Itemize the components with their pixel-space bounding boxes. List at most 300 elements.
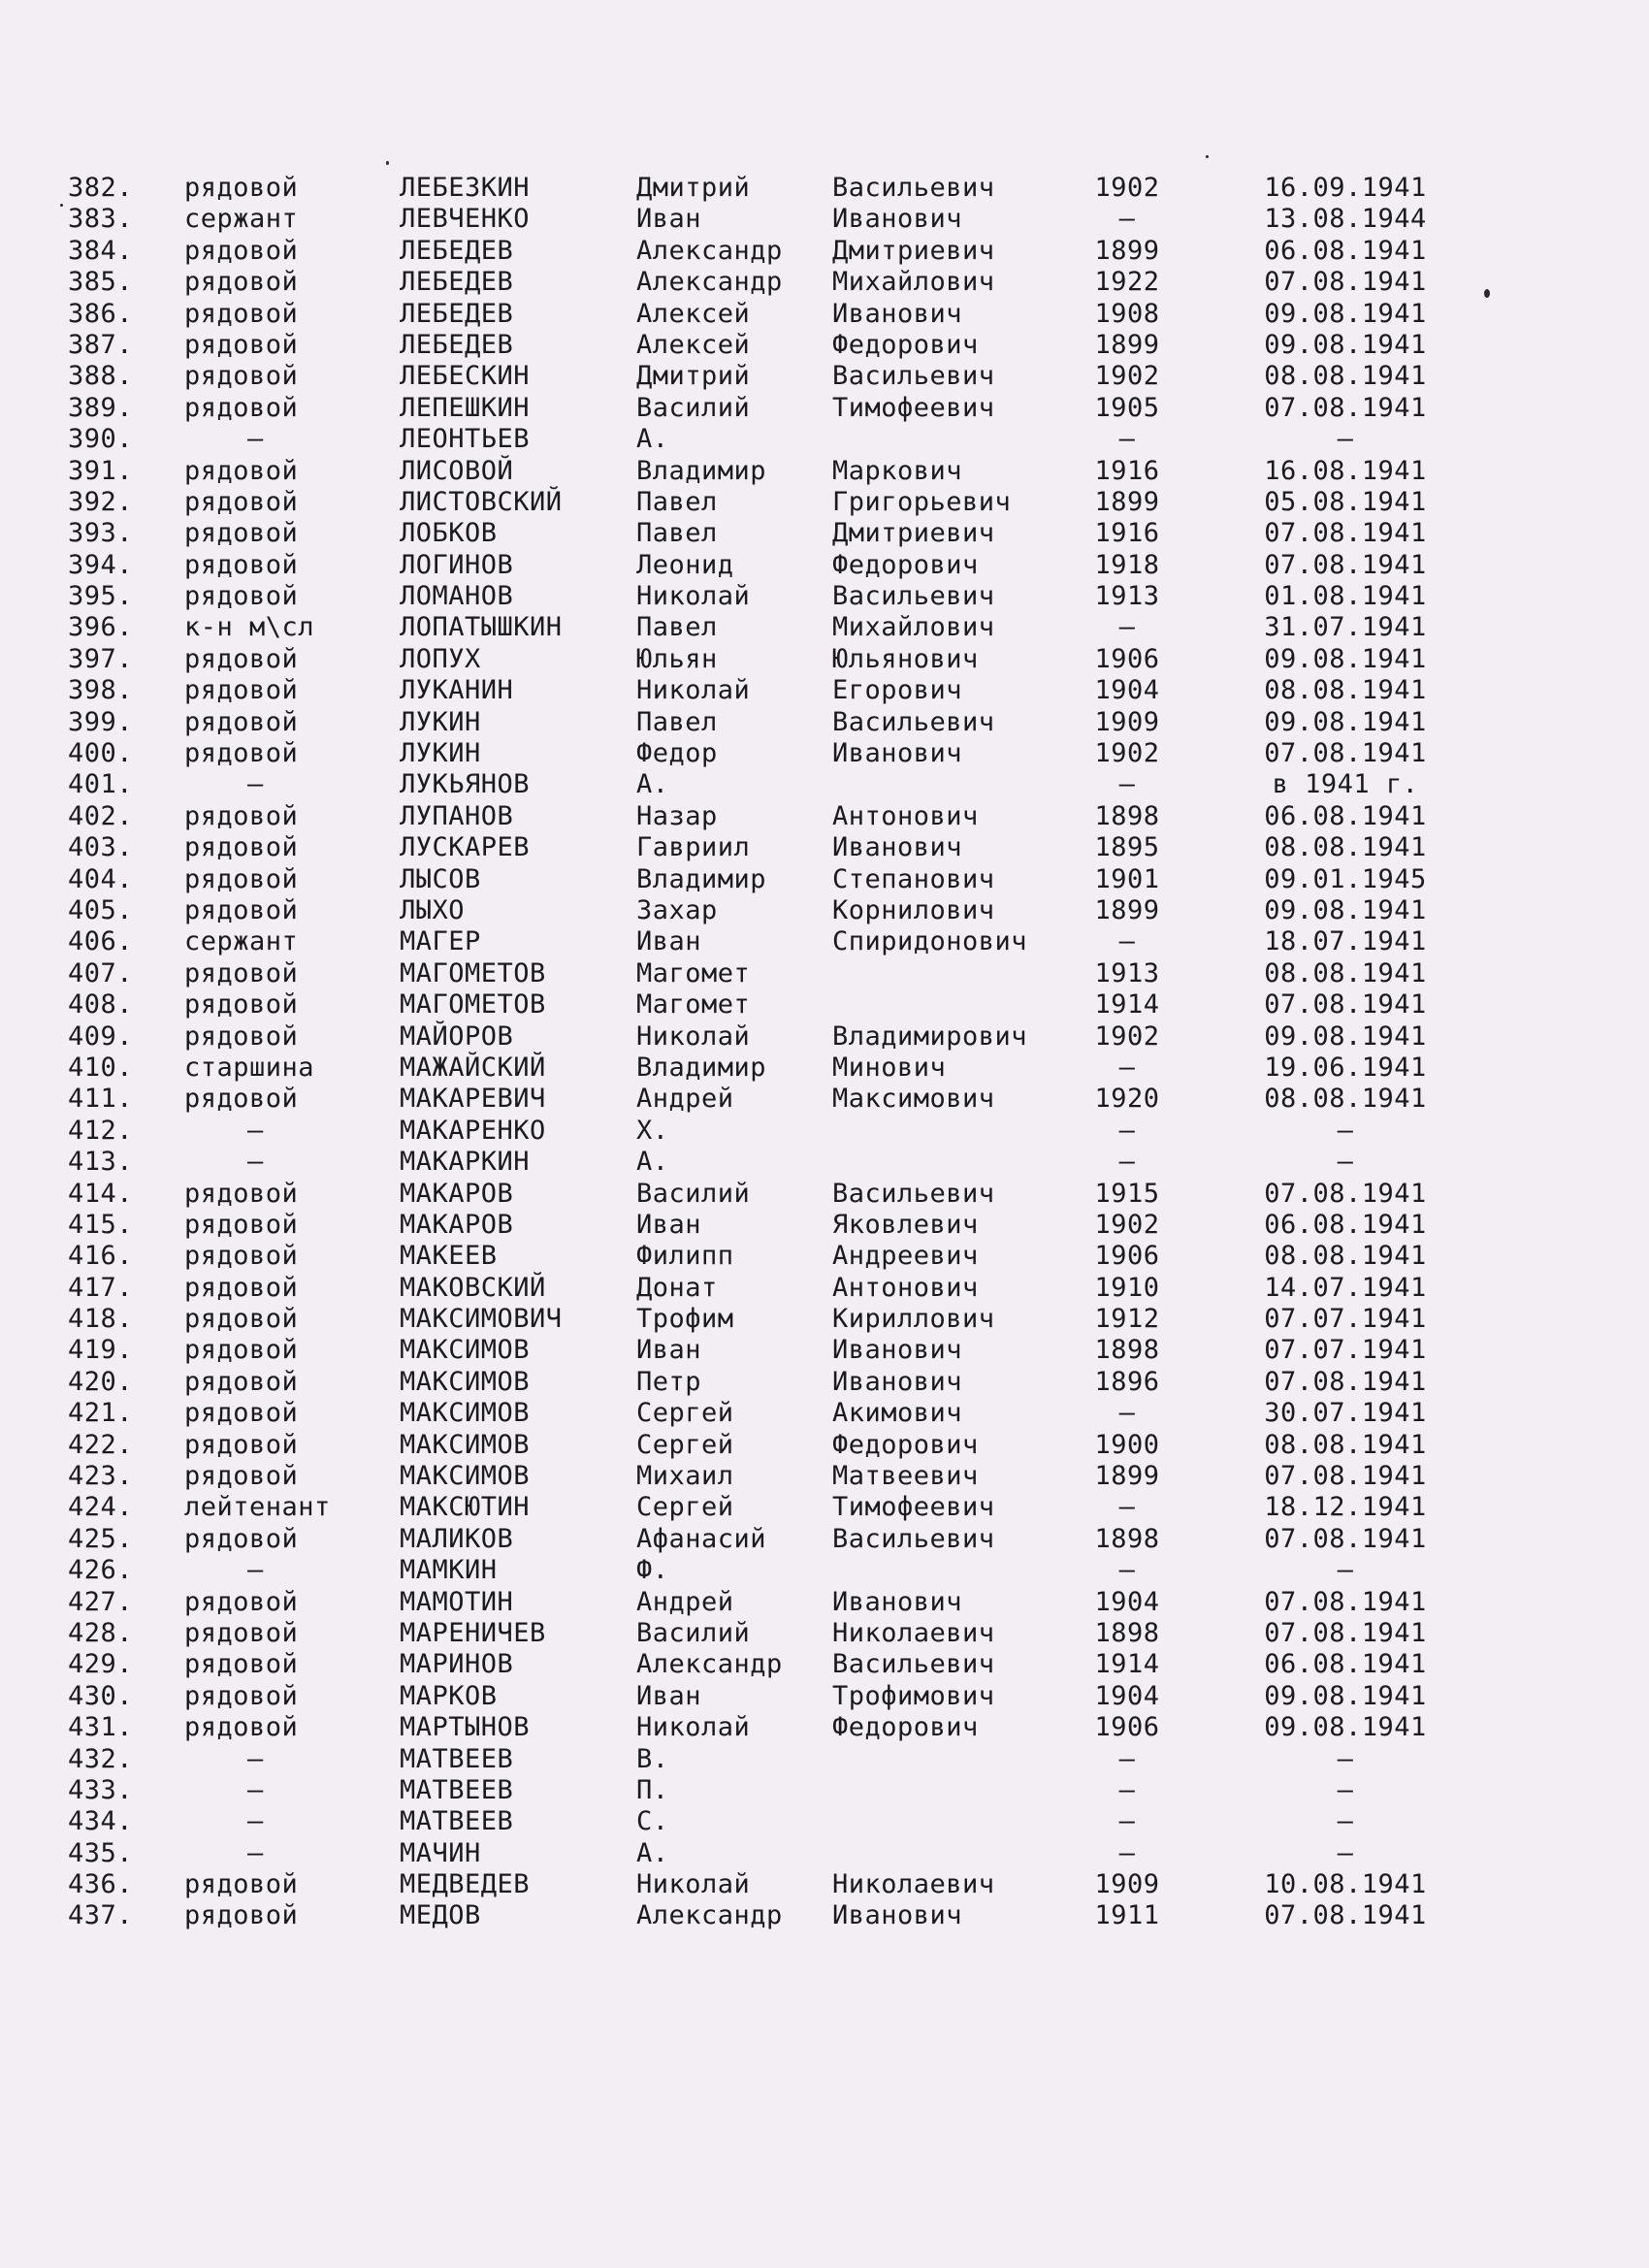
record-birth-year: 1913 [1094,581,1160,612]
record-row [0,173,1649,204]
record-patronymic: Максимович [832,1084,995,1115]
record-patronymic: Иванович [832,1366,963,1397]
record-death-date: 18.12.1941 [1264,1492,1427,1523]
record-rank: рядовой [184,1461,299,1492]
record-row [0,1367,1649,1398]
record-birth-year: 1904 [1094,1680,1160,1711]
record-death-date: – [1337,1837,1354,1868]
record-first-name: Гавриил [636,832,751,863]
record-row [0,989,1649,1021]
record-surname: ЛУКИН [400,706,481,737]
record-surname: МАКОВСКИЙ [400,1272,546,1303]
record-death-date: 07.08.1941 [1264,549,1427,580]
record-first-name: Леонид [636,549,734,580]
record-number: 388. [68,361,134,392]
record-rank: рядовой [184,1649,299,1680]
record-birth-year: 1899 [1094,1461,1160,1492]
record-rank: рядовой [184,518,299,549]
record-surname: МЕДОВ [400,1900,481,1931]
record-row [0,456,1649,487]
record-surname: ЛУКИН [400,738,481,769]
record-first-name: Николай [636,581,751,612]
record-surname: ЛОПУХ [400,643,481,674]
record-rank: рядовой [184,1209,299,1240]
record-rank: – [247,1837,264,1868]
record-row [0,1806,1649,1837]
record-first-name: Николай [636,1712,751,1743]
record-number: 433. [68,1774,134,1805]
record-rank: рядовой [184,1712,299,1743]
record-rank: рядовой [184,235,299,266]
record-row [0,581,1649,612]
record-death-date: 09.01.1945 [1264,863,1427,894]
record-birth-year: 1908 [1094,298,1160,329]
record-death-date: 07.08.1941 [1264,1461,1427,1492]
record-first-name: Павел [636,612,718,643]
record-rank: – [247,1115,264,1146]
record-row [0,1461,1649,1492]
record-number: 385. [68,267,134,298]
record-surname: МАЖАЙСКИЙ [400,1052,546,1083]
record-number: 403. [68,832,134,863]
record-first-name: Афанасий [636,1523,767,1554]
record-number: 411. [68,1084,134,1115]
record-death-date: 08.08.1941 [1264,675,1427,706]
record-birth-year: – [1118,204,1136,235]
record-rank: рядовой [184,1398,299,1429]
record-first-name: Николай [636,1021,751,1052]
record-first-name: Сергей [636,1398,734,1429]
record-rank: рядовой [184,957,299,988]
record-surname: ЛЫХО [400,894,466,925]
record-birth-year: 1911 [1094,1900,1160,1931]
record-rank: – [247,1774,264,1805]
record-birth-year: – [1118,926,1136,957]
record-patronymic: Спиридонович [832,926,1028,957]
record-death-date: 07.08.1941 [1264,1366,1427,1397]
record-surname: ЛУПАНОВ [400,800,514,831]
record-birth-year: 1914 [1094,1649,1160,1680]
record-birth-year: – [1118,1837,1136,1868]
record-patronymic: Дмитриевич [832,235,995,266]
record-death-date: 10.08.1941 [1264,1869,1427,1900]
record-birth-year: 1906 [1094,1712,1160,1743]
record-rank: рядовой [184,832,299,863]
record-birth-year: 1902 [1094,361,1160,392]
record-first-name: Трофим [636,1304,734,1335]
record-first-name: Михаил [636,1461,734,1492]
record-number: 415. [68,1209,134,1240]
record-row [0,1618,1649,1649]
record-birth-year: 1920 [1094,1084,1160,1115]
record-birth-year: 1905 [1094,392,1160,423]
record-row [0,1492,1649,1523]
record-row [0,644,1649,675]
record-patronymic: Васильевич [832,706,995,737]
record-surname: МАГОМЕТОВ [400,957,546,988]
record-surname: МАКСИМОВ [400,1429,531,1460]
record-surname: МАКСИМОВ [400,1461,531,1492]
record-row [0,958,1649,989]
record-patronymic: Федорович [832,329,979,360]
record-row [0,1335,1649,1366]
record-death-date: 07.08.1941 [1264,738,1427,769]
record-death-date: 16.09.1941 [1264,173,1427,203]
record-row [0,1744,1649,1775]
record-patronymic: Иванович [832,1900,963,1931]
record-birth-year: – [1118,1147,1136,1178]
record-first-name: Василий [636,392,751,423]
record-patronymic: Акимович [832,1398,963,1429]
record-row [0,550,1649,581]
record-number: 414. [68,1178,134,1209]
record-birth-year: 1902 [1094,173,1160,203]
record-number: 408. [68,989,134,1021]
record-surname: МАКСЮТИН [400,1492,531,1523]
record-surname: МАГОМЕТОВ [400,989,546,1021]
record-death-date: 16.08.1941 [1264,455,1427,486]
record-number: 409. [68,1021,134,1052]
record-row [0,1649,1649,1680]
record-death-date: 07.08.1941 [1264,518,1427,549]
record-patronymic: Егорович [832,675,963,706]
record-patronymic: Антонович [832,1272,979,1303]
record-row [0,1147,1649,1178]
record-rank: рядовой [184,361,299,392]
record-rank: рядовой [184,643,299,674]
record-first-name: Андрей [636,1084,734,1115]
record-birth-year: 1916 [1094,518,1160,549]
record-surname: МАКЕЕВ [400,1241,498,1272]
record-surname: ЛЕБЕДЕВ [400,329,514,360]
record-birth-year: 1900 [1094,1429,1160,1460]
record-rank: – [247,1806,264,1837]
record-death-date: в 1941 г. [1272,769,1419,800]
record-row [0,1900,1649,1931]
record-number: 417. [68,1272,134,1303]
record-first-name: Павел [636,706,718,737]
record-surname: ЛЕБЕСКИН [400,361,531,392]
record-patronymic: Корнилович [832,894,995,925]
record-patronymic: Васильевич [832,581,995,612]
record-birth-year: 1901 [1094,863,1160,894]
record-first-name: Василий [636,1178,751,1209]
record-patronymic: Васильевич [832,1523,995,1554]
record-rank: – [247,1743,264,1774]
record-patronymic: Федорович [832,549,979,580]
record-death-date: 08.08.1941 [1264,361,1427,392]
record-row [0,612,1649,643]
record-row [0,204,1649,235]
record-row [0,1084,1649,1115]
record-death-date: 07.08.1941 [1264,1523,1427,1554]
record-number: 429. [68,1649,134,1680]
record-rank: – [247,424,264,455]
record-surname: МАКСИМОВ [400,1366,531,1397]
record-birth-year: 1914 [1094,989,1160,1021]
record-rank: рядовой [184,298,299,329]
record-row [0,299,1649,330]
record-birth-year: 1909 [1094,1869,1160,1900]
record-birth-year: 1899 [1094,486,1160,517]
record-row [0,926,1649,957]
record-birth-year: – [1118,424,1136,455]
record-death-date: – [1337,1743,1354,1774]
record-first-name: Х. [636,1115,669,1146]
record-birth-year: 1913 [1094,957,1160,988]
record-first-name: Сергей [636,1492,734,1523]
record-death-date: 07.08.1941 [1264,392,1427,423]
record-row [0,1398,1649,1429]
record-patronymic: Кириллович [832,1304,995,1335]
record-first-name: Владимир [636,455,767,486]
record-birth-year: 1910 [1094,1272,1160,1303]
record-death-date: 13.08.1944 [1264,204,1427,235]
record-row [0,1869,1649,1900]
record-death-date: 07.08.1941 [1264,1178,1427,1209]
record-number: 420. [68,1366,134,1397]
record-patronymic: Матвеевич [832,1461,979,1492]
record-surname: МЕДВЕДЕВ [400,1869,531,1900]
record-first-name: Александр [636,267,783,298]
record-death-date: 07.07.1941 [1264,1335,1427,1366]
record-first-name: Магомет [636,989,751,1021]
record-first-name: Иван [636,204,702,235]
record-death-date: 07.07.1941 [1264,1304,1427,1335]
record-death-date: 09.08.1941 [1264,329,1427,360]
record-birth-year: – [1118,612,1136,643]
record-birth-year: 1895 [1094,832,1160,863]
record-birth-year: 1899 [1094,329,1160,360]
record-surname: ЛОМАНОВ [400,581,514,612]
record-death-date: 07.08.1941 [1264,1586,1427,1617]
record-rank: рядовой [184,1021,299,1052]
record-patronymic: Николаевич [832,1617,995,1648]
record-row [0,801,1649,832]
record-rank: рядовой [184,267,299,298]
record-row [0,738,1649,769]
record-row [0,361,1649,392]
record-first-name: Николай [636,675,751,706]
record-birth-year: 1898 [1094,1523,1160,1554]
record-first-name: Ф. [636,1555,669,1586]
record-first-name: Иван [636,926,702,957]
record-patronymic: Владимирович [832,1021,1028,1052]
record-birth-year: 1915 [1094,1178,1160,1209]
record-first-name: Александр [636,235,783,266]
record-surname: МАТВЕЕВ [400,1743,514,1774]
record-death-date: 07.08.1941 [1264,267,1427,298]
record-row [0,1712,1649,1743]
record-birth-year: 1912 [1094,1304,1160,1335]
record-surname: МАЙОРОВ [400,1021,514,1052]
record-number: 399. [68,706,134,737]
record-surname: МАРИНОВ [400,1649,514,1680]
record-death-date: 08.08.1941 [1264,1084,1427,1115]
record-patronymic: Васильевич [832,1649,995,1680]
record-patronymic: Яковлевич [832,1209,979,1240]
record-surname: ЛЕБЕДЕВ [400,267,514,298]
record-birth-year: 1904 [1094,1586,1160,1617]
record-patronymic: Иванович [832,204,963,235]
record-death-date: 30.07.1941 [1264,1398,1427,1429]
record-death-date: – [1337,1555,1354,1586]
record-first-name: Сергей [636,1429,734,1460]
record-patronymic: Иванович [832,298,963,329]
record-number: 418. [68,1304,134,1335]
record-patronymic: Трофимович [832,1680,995,1711]
record-row [0,1210,1649,1241]
record-surname: МАРТЫНОВ [400,1712,531,1743]
record-death-date: 09.08.1941 [1264,1021,1427,1052]
record-row [0,1053,1649,1084]
record-rank: рядовой [184,1680,299,1711]
record-death-date: 09.08.1941 [1264,1712,1427,1743]
record-rank: рядовой [184,1272,299,1303]
record-patronymic: Маркович [832,455,963,486]
record-surname: МАКСИМОВ [400,1398,531,1429]
record-first-name: А. [636,1147,669,1178]
record-rank: рядовой [184,455,299,486]
record-death-date: – [1337,1147,1354,1178]
record-row [0,832,1649,863]
record-row [0,330,1649,361]
record-rank: старшина [184,1052,315,1083]
record-patronymic: Васильевич [832,173,995,203]
record-row [0,1304,1649,1335]
record-number: 424. [68,1492,134,1523]
record-patronymic: Иванович [832,832,963,863]
record-surname: ЛЕПЕШКИН [400,392,531,423]
record-death-date: 31.07.1941 [1264,612,1427,643]
record-patronymic: Васильевич [832,361,995,392]
record-first-name: Василий [636,1617,751,1648]
record-number: 430. [68,1680,134,1711]
record-birth-year: 1909 [1094,706,1160,737]
record-first-name: Павел [636,486,718,517]
record-surname: ЛЕБЕДЕВ [400,235,514,266]
record-number: 391. [68,455,134,486]
record-surname: МАКАРКИН [400,1147,531,1178]
record-death-date: – [1337,424,1354,455]
record-surname: МАКАРОВ [400,1178,514,1209]
record-rank: рядовой [184,1084,299,1115]
record-patronymic: Тимофеевич [832,392,995,423]
record-first-name: Александр [636,1900,783,1931]
record-surname: ЛОГИНОВ [400,549,514,580]
record-row [0,1273,1649,1304]
record-death-date: 09.08.1941 [1264,298,1427,329]
record-patronymic: Тимофеевич [832,1492,995,1523]
record-rank: рядовой [184,1335,299,1366]
record-rank: рядовой [184,1586,299,1617]
record-first-name: Николай [636,1869,751,1900]
record-row [0,1681,1649,1712]
record-surname: ЛОБКОВ [400,518,498,549]
record-number: 421. [68,1398,134,1429]
record-number: 427. [68,1586,134,1617]
record-number: 425. [68,1523,134,1554]
record-rank: рядовой [184,173,299,203]
record-number: 404. [68,863,134,894]
record-row [0,1430,1649,1461]
record-row [0,1116,1649,1147]
record-first-name: А. [636,424,669,455]
record-row [0,1587,1649,1618]
record-birth-year: – [1118,1398,1136,1429]
record-death-date: 06.08.1941 [1264,1649,1427,1680]
record-death-date: 07.08.1941 [1264,1617,1427,1648]
record-number: 434. [68,1806,134,1837]
record-rank: рядовой [184,1429,299,1460]
record-row [0,1838,1649,1869]
record-number: 394. [68,549,134,580]
record-rank: сержант [184,204,299,235]
record-number: 398. [68,675,134,706]
record-birth-year: – [1118,1743,1136,1774]
record-death-date: 19.06.1941 [1264,1052,1427,1083]
record-birth-year: – [1118,1806,1136,1837]
record-birth-year: 1898 [1094,1617,1160,1648]
record-number: 428. [68,1617,134,1648]
record-first-name: Назар [636,800,718,831]
record-number: 407. [68,957,134,988]
record-patronymic: Григорьевич [832,486,1012,517]
record-rank: рядовой [184,1900,299,1931]
record-surname: МАКСИМОВИЧ [400,1304,563,1335]
record-number: 382. [68,173,134,203]
record-number: 419. [68,1335,134,1366]
record-surname: ЛЕВЧЕНКО [400,204,531,235]
record-birth-year: – [1118,1492,1136,1523]
record-birth-year: 1916 [1094,455,1160,486]
record-number: 389. [68,392,134,423]
record-death-date: 07.08.1941 [1264,989,1427,1021]
record-death-date: 08.08.1941 [1264,957,1427,988]
record-surname: МАГЕР [400,926,481,957]
record-rank: рядовой [184,863,299,894]
record-surname: ЛИСТОВСКИЙ [400,486,563,517]
record-first-name: Юльян [636,643,718,674]
record-patronymic: Васильевич [832,1178,995,1209]
record-surname: ЛЕБЕЗКИН [400,173,531,203]
record-first-name: П. [636,1774,669,1805]
record-death-date: 06.08.1941 [1264,1209,1427,1240]
record-number: 431. [68,1712,134,1743]
record-rank: рядовой [184,1178,299,1209]
record-row [0,769,1649,800]
record-first-name: Магомет [636,957,751,988]
record-patronymic: Иванович [832,1586,963,1617]
record-row [0,864,1649,895]
record-birth-year: – [1118,1052,1136,1083]
record-surname: МАЧИН [400,1837,481,1868]
record-number: 406. [68,926,134,957]
record-number: 432. [68,1743,134,1774]
casualty-list [0,173,1649,1932]
record-row [0,1524,1649,1555]
record-first-name: Петр [636,1366,702,1397]
record-row [0,1555,1649,1586]
scan-speck [1206,155,1209,158]
record-birth-year: 1906 [1094,643,1160,674]
record-number: 410. [68,1052,134,1083]
record-birth-year: 1899 [1094,235,1160,266]
record-first-name: Филипп [636,1241,734,1272]
record-patronymic: Степанович [832,863,995,894]
record-row [0,1179,1649,1210]
record-first-name: Владимир [636,863,767,894]
